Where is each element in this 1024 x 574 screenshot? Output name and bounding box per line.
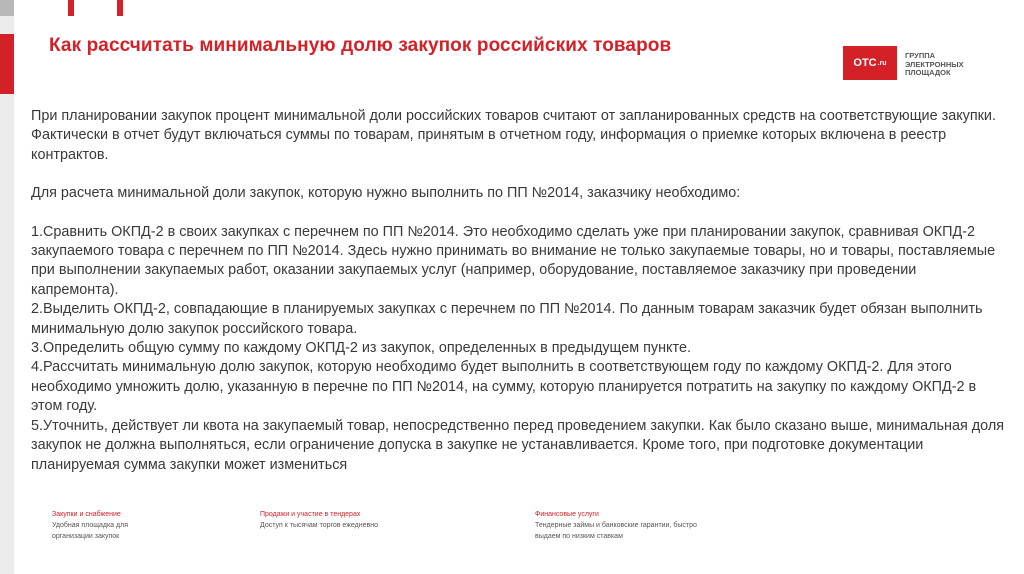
slide-body — [31, 107, 1006, 475]
footer-text: Тендерные займы и банковские гарантии, быстро выдаем по низким ставкам — [535, 522, 697, 540]
footer-title: Продажи и участие в тендерах — [260, 511, 361, 518]
left-bar-top-segment — [0, 0, 14, 16]
footer-text: Удобная площадка для организации закупок — [52, 522, 128, 540]
footer-title: Закупки и снабжение — [52, 511, 121, 518]
page-title: Как рассчитать минимальную долю закупок российских товаров — [49, 35, 672, 56]
step-3: 3.Определить общую сумму по каждому ОКПД-2 из закупок, определенных в предыдущем пункте. — [31, 340, 691, 357]
step-1: 1.Сравнить ОКПД-2 в своих закупках с перечнем по ПП №2014. Это необходимо сделать уже при планировании закупок, сравнивая ОКПД-2 закупаемого товара с перечнем по ПП №2014. Здесь нужно принимать во внимание не только закупаемые товары, но и товары, поставляемые при выполнении закупаемых работ, оказании закупаемых услуг (например, оборудование, поставляемое заказчику при проведении капремонта). — [31, 223, 996, 298]
top-tick-1 — [68, 0, 74, 16]
otc-logo-mark — [843, 46, 897, 80]
left-decor-bar — [0, 0, 14, 574]
footer-block-finance — [535, 509, 710, 542]
lead-paragraph: Для расчета минимальной доли закупок, которую нужно выполнить по ПП №2014, заказчику необходимо: — [31, 185, 741, 202]
footer-block-sales — [260, 509, 430, 531]
logo-caption — [905, 52, 995, 78]
footer-title: Финансовые услуги — [535, 511, 599, 518]
logo-brand-suffix: .ru — [877, 59, 887, 67]
logo-brand: OTC — [853, 57, 877, 69]
logo-caption-line-3: ПЛОЩАДОК — [905, 68, 951, 77]
top-tick-2 — [117, 0, 123, 16]
logo-caption-line-1: ГРУППА — [905, 51, 936, 60]
step-4: 4.Рассчитать минимальную долю закупок, которую необходимо будет выполнить в соответствующем году по каждому ОКПД-2. Для этого необходимо умножить долю, указанную в перечне по ПП №2014, на сумму, которую планируется потратить на закупку по каждому ОКПД-2 в этом году. — [31, 359, 977, 415]
footer-block-procurement — [52, 509, 162, 542]
intro-paragraph: При планировании закупок процент минимальной доли российских товаров считают от запланированных средств на соответствующие закупки. Фактически в отчет будут включаться суммы по товарам, принятым в отчетном году, информация о приемке которых включена в реестр контрактов. — [31, 108, 996, 163]
step-5: 5.Уточнить, действует ли квота на закупаемый товар, непосредственно перед проведением закупки. Как было сказано выше, минимальная доля закупок не должна выполняться, если ограничение допуска в закупке не устанавливается. Кроме того, при подготовке документации планируемая сумма закупки может измениться — [31, 417, 1005, 473]
logo-caption-line-2: ЭЛЕКТРОННЫХ — [905, 59, 964, 69]
footer-text: Доступ к тысячам торгов ежедневно — [260, 522, 378, 529]
step-2: 2.Выделить ОКПД-2, совпадающие в планируемых закупках с перечнем по ПП №2014. По данным товарам заказчик будет обязан выполнить минимальную долю закупок российского товара. — [31, 301, 983, 337]
left-bar-accent-segment — [0, 34, 14, 94]
